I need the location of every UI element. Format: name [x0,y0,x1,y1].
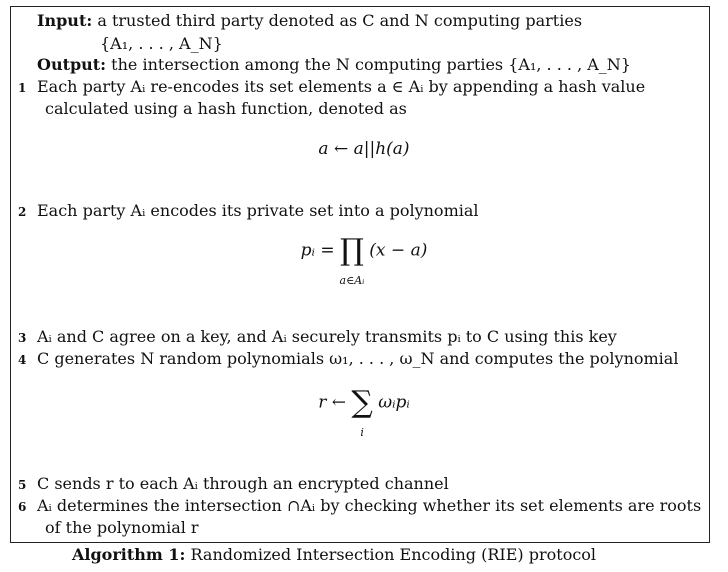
step-number: 5 [18,478,27,492]
output-line [37,55,631,75]
sum-operator [351,385,373,439]
eq3-lhs: r ← [318,392,346,413]
sum-subscript: i [360,426,364,439]
eq3-rhs: ωᵢpᵢ [378,392,410,413]
step-1-line-2: calculated using a hash function, denoted as [45,99,407,118]
input-line [37,11,582,31]
step-number: 4 [18,353,27,367]
step-5-line-1: C sends r to each Aᵢ through an encrypted channel [37,474,449,493]
input-label: Input: [37,11,93,30]
product-symbol: ∏ [340,233,364,268]
step-number: 2 [18,205,27,219]
step-2-line-1: Each party Aᵢ encodes its private set into a polynomial [37,201,479,220]
step-number: 6 [18,500,27,514]
step-1-line-1: Each party Aᵢ re-encodes its set elements a ∈ Aᵢ by appending a hash value [37,77,646,96]
step-3-line-1: Aᵢ and C agree on a key, and Aᵢ securely transmits pᵢ to C using this key [37,327,617,346]
eq2-rhs: (x − a) [369,240,428,261]
caption-label: Algorithm 1: [72,545,186,564]
equation-sum [0,385,728,439]
step-6-line-2: of the polynomial r [45,518,199,537]
step-number: 1 [18,81,27,95]
caption-text: Randomized Intersection Encoding (RIE) protocol [190,545,597,564]
step-6-line-1: Aᵢ determines the intersection ∩Aᵢ by checking whether its set elements are roots [37,496,702,515]
sum-symbol: ∑ [351,385,373,420]
product-operator [339,233,365,287]
step-number: 3 [18,331,27,345]
input-text: a trusted third party denoted as C and N computing parties [97,11,583,30]
step-4-line-1: C generates N random polynomials ω₁, . . . , ω_N and computes the polynomial [37,349,679,368]
output-label: Output: [37,55,107,74]
product-subscript: a∈Aᵢ [339,274,365,287]
equation-hash: a ← a||h(a) [318,139,410,159]
eq2-lhs: pᵢ = [300,240,335,261]
equation-polynomial [0,233,728,287]
input-parties: {A₁, . . . , A_N} [100,34,223,53]
output-text: the intersection among the N computing parties {A₁, . . . , A_N} [111,55,631,74]
algorithm-caption [72,545,596,565]
